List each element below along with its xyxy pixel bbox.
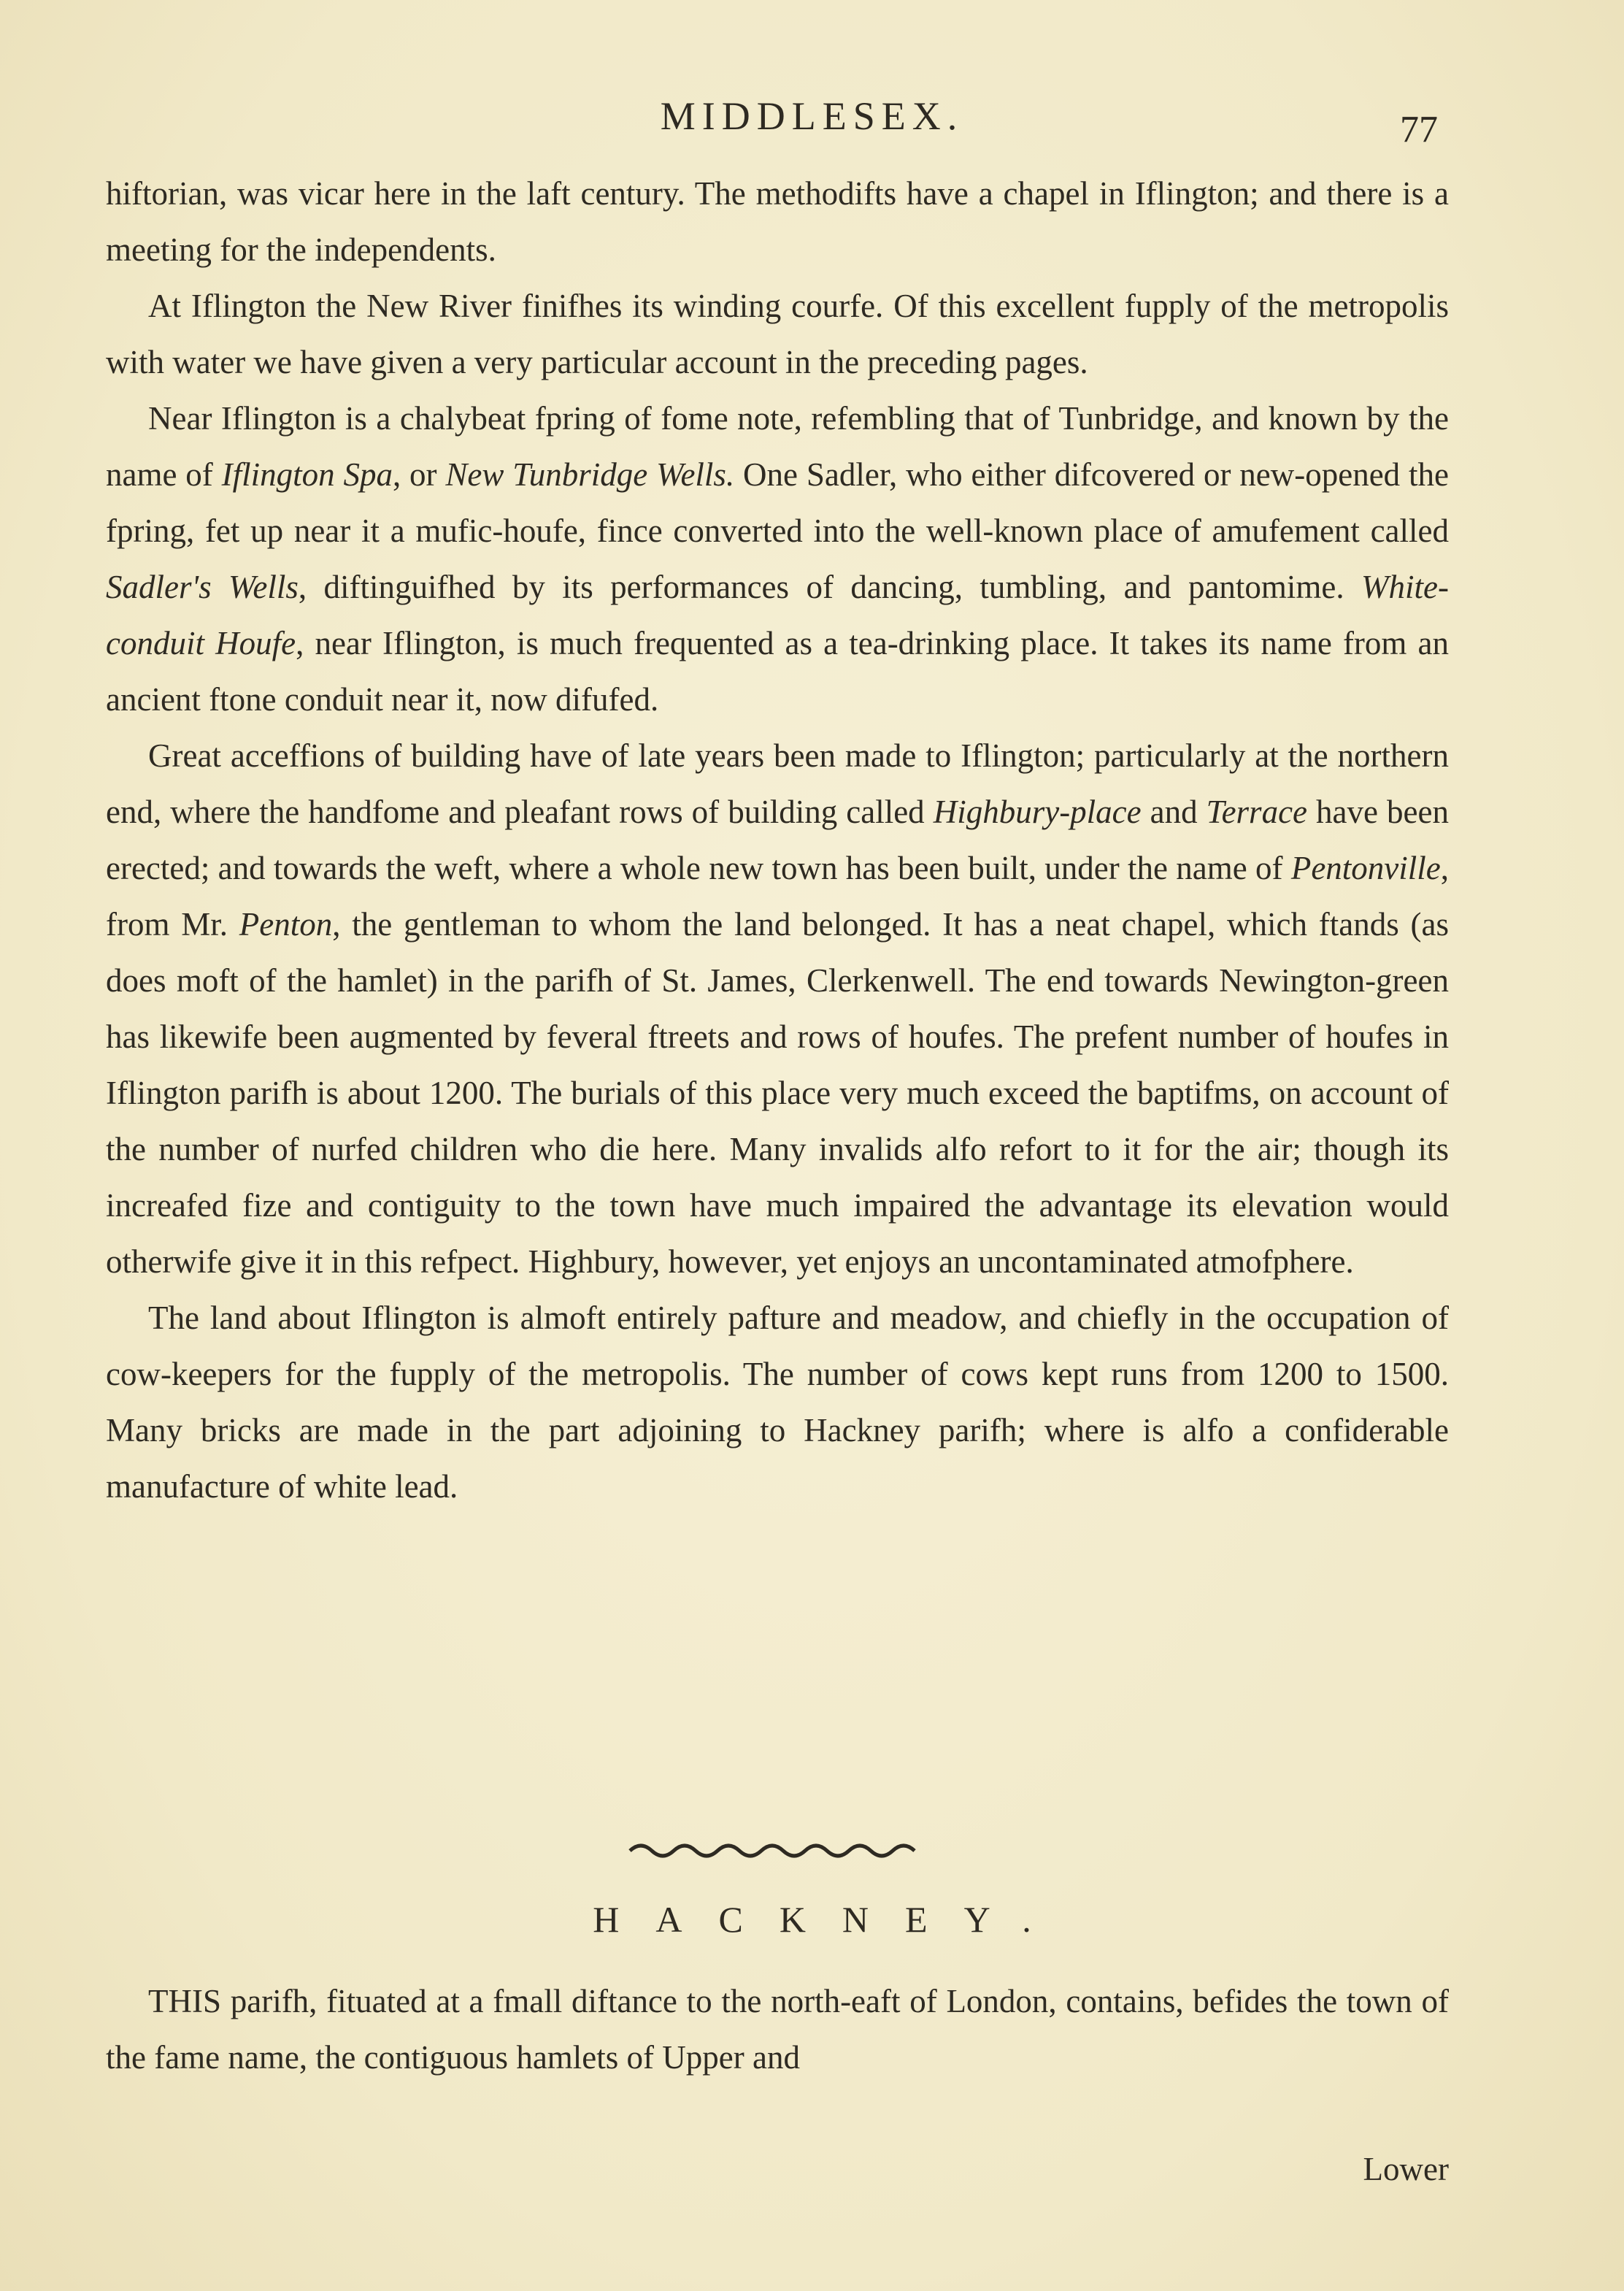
paragraph-spa (106, 391, 1449, 728)
text-run: , near Iflington, is much frequented as a tea-drinking place. It takes its name from an ancient ftone conduit near it, now difufed. (106, 625, 1449, 718)
paragraph-new-river: At Iflington the New River finifhes its winding courfe. Of this excellent fupply of the metropolis with water we have given a very particular account in the preceding pages. (106, 288, 1449, 380)
text-run: Great acceffions of building have of late years been made to Iflington; particularly at the northern end, where the handfome and pleafant rows of building called (106, 737, 1449, 830)
ornament-divider (626, 1835, 918, 1860)
paragraph-buildings (106, 728, 1449, 1290)
text-run: , from Mr. (106, 850, 1449, 943)
main-text (106, 166, 1449, 1515)
text-run: , the gentleman to whom the land belonged. It has a neat chapel, which ftands (as does moft of the hamlet) in the parifh of St. James, Clerkenwell. The end towards Newington-green has likewife been augmented by feveral ftreets and rows of houfes. The prefent number of houfes in Iflington parifh is about 1200. The burials of this place very much exceed the baptifms, on account of the number of nurfed children who die here. Many invalids alfo refort to it for the air; though its increafed fize and contiguity to the town have much impaired the advantage its elevation would otherwife give it in this refpect. Highbury, however, yet enjoys an uncontaminated atmofphere. (106, 906, 1449, 1280)
text-run: have been erected; and towards the weft, where a whole new town has been built, under the name of (106, 794, 1449, 886)
text-run: , diftinguifhed by its performances of dancing, tumbling, and pantomime. (298, 569, 1362, 605)
paragraph-hackney: THIS parifh, fituated at a fmall diftance to the north-eaft of London, contains, befides the town of the fame name, the contiguous hamlets of Upper and (106, 1983, 1449, 2076)
section-text (106, 1973, 1449, 2086)
text-run: , or (392, 456, 446, 493)
paragraph-land: The land about Iflington is almoft entirely pafture and meadow, and chiefly in the occupation of cow-keepers for the fupply of the metropolis. The number of cows kept runs from 1200 to 1500. Many bricks are made in the part adjoining to Hackney parifh; where is alfo a confiderable manufacture of white lead. (106, 1300, 1449, 1505)
italic-run: Terrace (1206, 794, 1308, 830)
text-run: Near Iflington is a chalybeat fpring of fome note, refembling that of Tunbridge, and known by the name of (106, 400, 1449, 493)
page-number: 77 (1400, 109, 1438, 150)
italic-run: Penton (239, 906, 333, 943)
catchword: Lower (1363, 2151, 1449, 2187)
section-heading: HACKNEY. (593, 1899, 1068, 1940)
italic-run: Sadler's Wells (106, 569, 299, 605)
italic-run: Iflington Spa (221, 456, 393, 493)
italic-run: New Tunbridge Wells. (445, 456, 735, 493)
italic-run: Pentonville (1290, 850, 1441, 886)
italic-run: White-conduit Houfe (106, 569, 1449, 661)
text-run: and (1141, 794, 1207, 830)
italic-run: Highbury-place (933, 794, 1142, 830)
running-title: MIDDLESEX. (660, 94, 964, 138)
paragraph-historian: hiftorian, was vicar here in the laft century. The methodifts have a chapel in Iflington; and there is a meeting for the independents. (106, 175, 1449, 268)
text-run: One Sadler, who either difcovered or new-opened the fpring, fet up near it a mufic-houfe, fince converted into the well-known place of amufement called (106, 456, 1449, 549)
